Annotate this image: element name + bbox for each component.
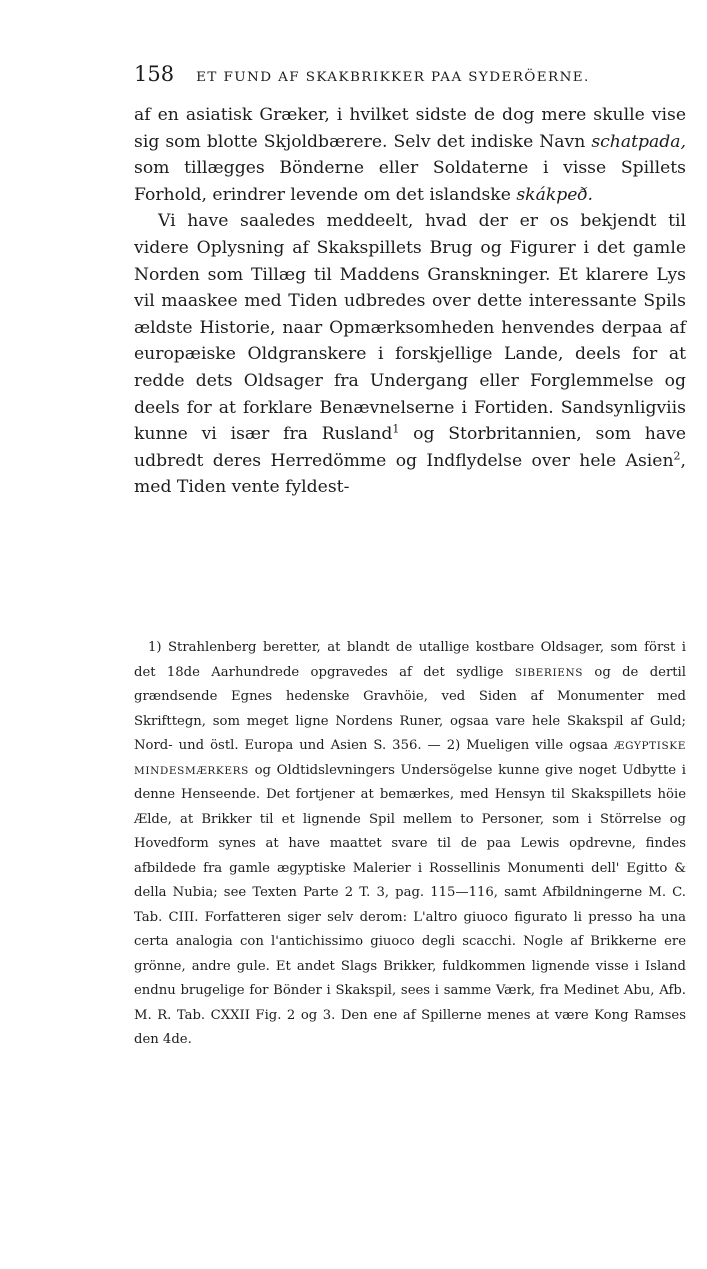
footnote-smallcaps-1: SIBERIENS xyxy=(514,666,584,679)
main-text xyxy=(134,102,686,501)
footnote-mark-1: 1 xyxy=(392,422,400,436)
footnote-text-c: og Oldtidslevningers Undersögelse kunne give noget Udbytte i denne Henseende. Det fortjener at bemærkes, med Hensyn til Skakspillets höie Ælde, at Brikker til et lignende Spil mellem to Personer, som i Störrelse og Hovedform synes at have maattet svare til de paa Lewis opdrevne, findes afbildede fra gamle ægyptiske Malerier i Rossellinis Monumenti dell' Egitto & della Nubia; see Texten Parte 2 T. 3, pag. 115—116, samt Afbildningerne M. C. Tab. CIII. Forfatteren siger selv derom: L'altro giuoco figurato li presso ha una certa analogia con l'antichissimo giuoco degli scacchi. Nogle af Brikkerne ere grönne, andre gule. Et andet Slags Brikker, fuldkommen lignende visse i Island endnu brugelige for Bönder i Skakspil, sees i samme Værk, fra Medinet Abu, Afb. M. R. Tab. CXXII Fig. 2 og 3. Den ene af Spillerne menes at være Kong Ramses den 4de. xyxy=(134,762,686,1047)
paragraph-2-text-a: Vi have saaledes meddeelt, hvad der er os bekjendt til videre Oplysning af Skakspillets Brug og Figurer i det gamle Norden som Tillæg til Maddens Granskninger. Et klarere Lys vil maaskee med Tiden udbredes over dette interessante Spils ældste Historie, naar Opmærksomheden henvendes derpaa af europæiske Oldgranskere i forskjellige Lande, deels for at redde dets Oldsager fra Undergang eller Forglemmelse og deels for at forklare Benævnelserne i Fortiden. Sandsynligviis kunne vi især fra Rusland xyxy=(134,211,686,445)
paragraph-1-text-a: af en asiatisk Græker, i hvilket sidste de dog mere skulle vise sig som blotte Skjoldbærere. Selv det indiske Navn xyxy=(134,105,686,152)
footnote-text xyxy=(134,636,686,1053)
page-header xyxy=(134,62,654,86)
paragraph-2-text-b: og Storbritannien, som have udbredt deres Herredömme og Indflydelse over hele Asien xyxy=(134,424,686,471)
running-title: ET FUND AF SKAKBRIKKER PAA SYDERÖERNE. xyxy=(196,69,590,85)
italic-term-skakped: skákpeð. xyxy=(516,184,593,205)
paragraph-2 xyxy=(134,208,686,501)
footnote-mark-2: 2 xyxy=(673,448,681,462)
footnotes xyxy=(134,636,686,1053)
page-number: 158 xyxy=(134,62,175,86)
italic-term-schatpada: schatpada, xyxy=(591,131,686,152)
paragraph-1-text-b: som tillægges Bönderne eller Soldaterne i visse Spillets Forhold, erindrer levende om det islandske xyxy=(134,158,686,205)
paragraph-1 xyxy=(134,102,686,208)
footnote-smallcaps-2: ÆGYPTISKE MINDESMÆRKERS xyxy=(134,740,686,777)
footnote-text-b: og de dertil grændsende Egnes hedenske Gravhöie, ved Siden af Monumenter med Skrifttegn, som meget ligne Nordens Runer, ogsaa vare hele Skakspil af Guld; Nord- und östl. Europa und Asien S. 356. — 2) Mueligen ville ogsaa xyxy=(134,664,686,753)
footnote-text-a: 1) Strahlenberg beretter, at blandt de utallige kostbare Oldsager, som först i det 18de Aarhundrede opgravedes af det sydlige xyxy=(134,640,686,680)
paragraph-2-text-c: , med Tiden vente fyldest- xyxy=(134,450,686,498)
